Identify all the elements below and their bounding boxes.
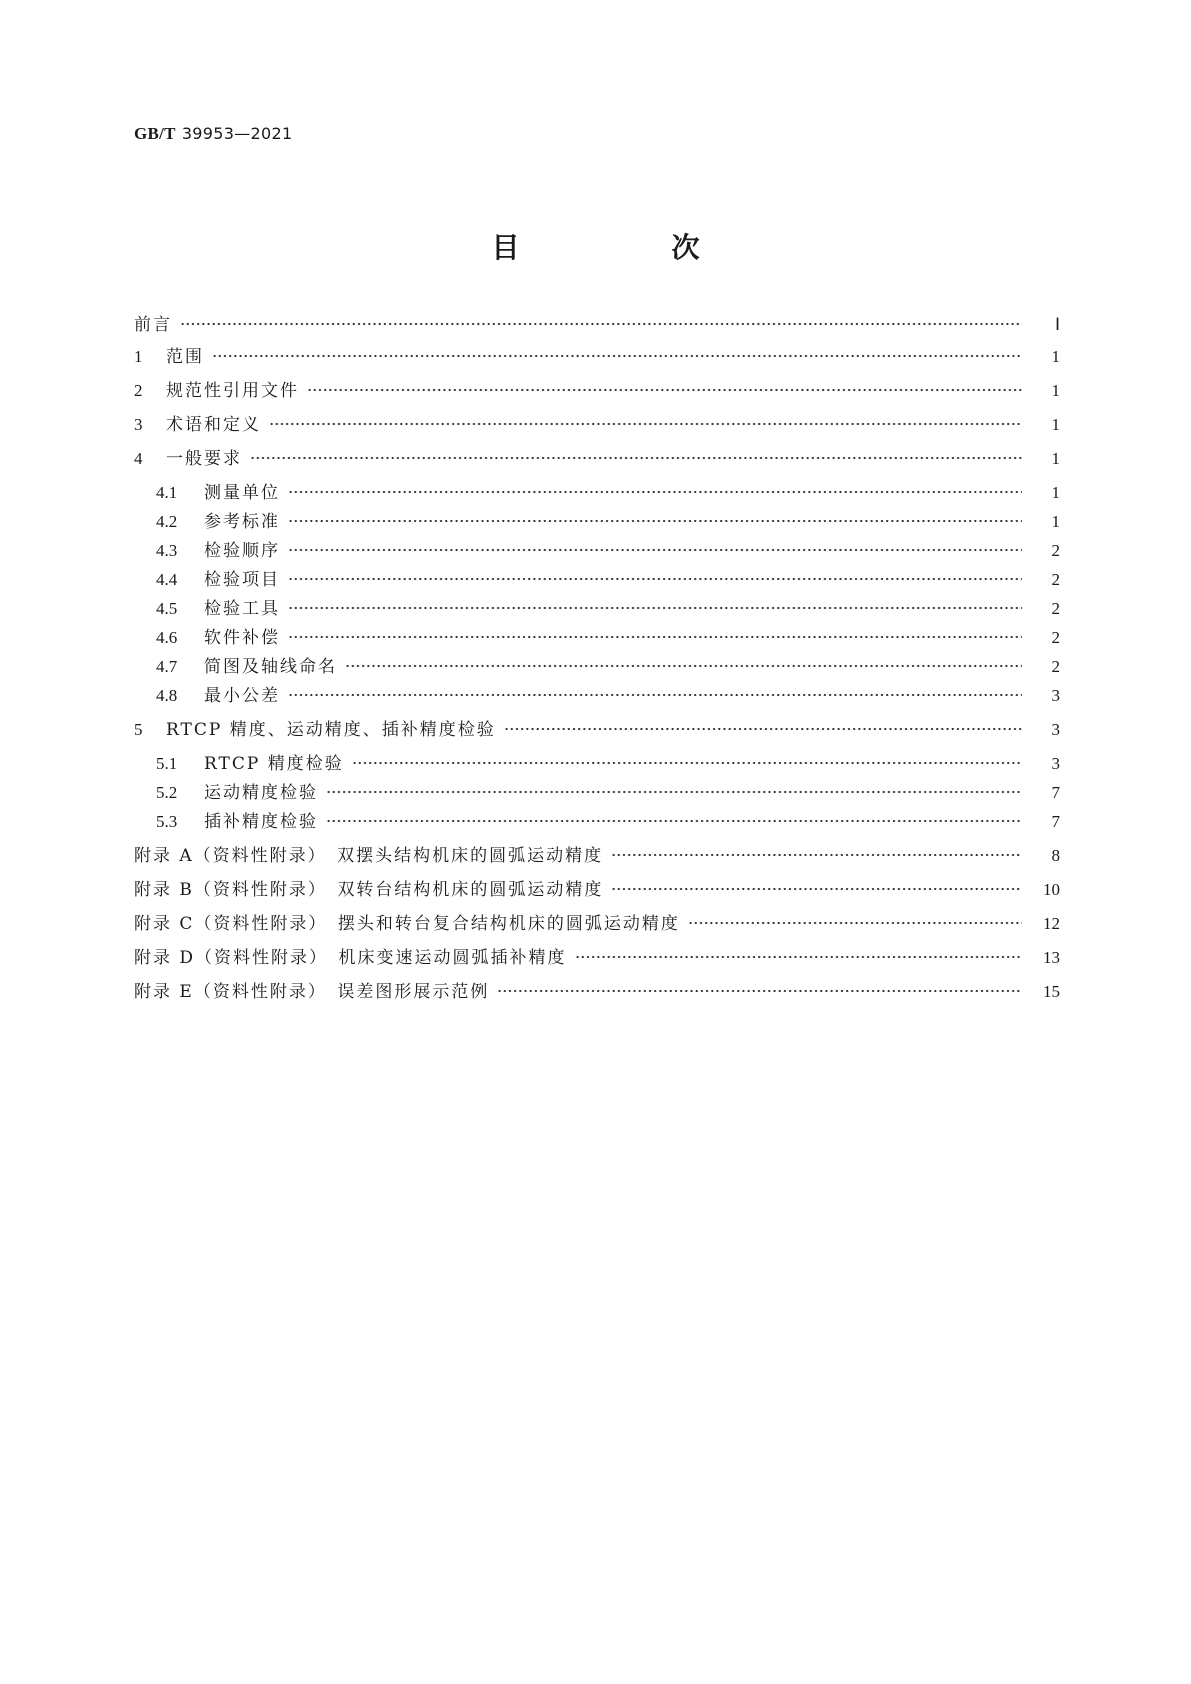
toc-entry-label: 规范性引用文件 [166,381,299,401]
toc-entry-label: RTCP 精度、运动精度、插补精度检验 [166,720,496,740]
toc-entry-page: 2 [1051,628,1060,647]
toc-entry-page: 13 [1043,948,1060,967]
toc-entry[interactable] [134,978,1060,1002]
toc-entry-number: 5.1 [156,754,178,773]
toc-dot-leader [688,916,1022,930]
toc-entry-page: 7 [1051,812,1060,831]
toc-entry-number: 1 [134,347,143,366]
toc-entry-page: 10 [1043,880,1060,899]
toc-dot-leader [352,756,1022,770]
toc-title: 目 次 [491,231,762,264]
toc-entry-label: 附录 A（资料性附录） 双摆头结构机床的圆弧运动精度 [134,846,604,866]
toc-entry-page: 2 [1051,599,1060,618]
toc-entry-number: 4.8 [156,686,178,705]
toc-entry[interactable] [156,653,1060,677]
toc-dot-leader [288,688,1022,702]
toc-entry-label: 插补精度检验 [204,812,318,832]
toc-entry-page: 8 [1051,846,1060,865]
toc-entry-page: 3 [1051,754,1060,773]
toc-entry[interactable] [134,876,1060,900]
toc-entry[interactable] [156,779,1060,803]
toc-entry-label: 检验顺序 [204,541,280,561]
toc-entry[interactable] [156,750,1060,774]
toc-entry-page: 2 [1051,541,1060,560]
toc-entry-page: 1 [1051,381,1060,400]
toc-dot-leader [288,630,1022,644]
toc-entry-page: 2 [1051,570,1060,589]
toc-entry-number: 4.5 [156,599,178,618]
toc-entry-page: 7 [1051,783,1060,802]
toc-entry-label: 一般要求 [166,449,242,469]
toc-entry-number: 4.1 [156,483,178,502]
toc-entry-label: 前言 [134,315,172,335]
toc-entry-label: 软件补偿 [204,628,280,648]
toc-dot-leader [497,984,1022,998]
toc-entry-page: 1 [1051,347,1060,366]
toc-dot-leader [326,785,1022,799]
toc-dot-leader [345,659,1022,673]
toc-entry-number: 4.3 [156,541,178,560]
toc-dot-leader [611,882,1022,896]
toc-entry[interactable] [134,343,1060,367]
toc-entry[interactable] [134,411,1060,435]
toc-dot-leader [212,349,1022,363]
toc-entry-label: RTCP 精度检验 [204,754,344,774]
toc-entry[interactable] [156,808,1060,832]
toc-entry-label: 最小公差 [204,686,280,706]
toc-entry-label: 检验项目 [204,570,280,590]
toc-dot-leader [611,848,1022,862]
toc-entry-label: 附录 C（资料性附录） 摆头和转台复合结构机床的圆弧运动精度 [134,914,680,934]
toc-entry-page: 12 [1043,914,1060,933]
toc-dot-leader [288,601,1022,615]
toc-entry[interactable] [134,944,1060,968]
toc-entry[interactable] [134,910,1060,934]
toc-entry-label: 范围 [166,347,204,367]
toc-entry-number: 4 [134,449,143,468]
toc-entry-page: 3 [1051,720,1060,739]
toc-entry-page: 1 [1051,512,1060,531]
toc-dot-leader [269,417,1022,431]
toc-dot-leader [180,317,1022,331]
toc-entry[interactable] [156,595,1060,619]
toc-entry[interactable] [134,842,1060,866]
toc-entry[interactable] [156,479,1060,503]
toc-entry[interactable] [134,311,1060,335]
toc-entry-number: 2 [134,381,143,400]
standard-number: 39953—2021 [181,124,293,143]
toc-entry-number: 4.6 [156,628,178,647]
toc-entry-label: 检验工具 [204,599,280,619]
toc-entry-label: 简图及轴线命名 [204,657,337,677]
toc-entry-page: 1 [1051,415,1060,434]
toc-entry-number: 5.2 [156,783,178,802]
toc-entry-label: 术语和定义 [166,415,261,435]
toc-dot-leader [288,572,1022,586]
toc-entry-number: 4.7 [156,657,178,676]
toc-entry-label: 运动精度检验 [204,783,318,803]
toc-entry-label: 参考标准 [204,512,280,532]
toc-entry-page: 1 [1051,483,1060,502]
toc-entry-label: 附录 D（资料性附录） 机床变速运动圆弧插补精度 [134,948,567,968]
toc-entry[interactable] [156,624,1060,648]
toc-entry-page: Ⅰ [1054,315,1060,334]
standard-prefix: GB/T [134,124,176,143]
toc-dot-leader [288,543,1022,557]
toc-dot-leader [575,950,1022,964]
toc-entry-page: 3 [1051,686,1060,705]
toc-dot-leader [288,514,1022,528]
toc-entry[interactable] [156,682,1060,706]
toc-entry-number: 5.3 [156,812,178,831]
toc-entry-number: 3 [134,415,143,434]
toc-entry[interactable] [156,566,1060,590]
standard-code [134,124,292,144]
toc-entry-number: 5 [134,720,143,739]
toc-dot-leader [326,814,1022,828]
toc-entry[interactable] [156,537,1060,561]
toc-entry-number: 4.2 [156,512,178,531]
toc-dot-leader [288,485,1022,499]
toc-dot-leader [250,451,1022,465]
toc-entry-page: 1 [1051,449,1060,468]
toc-entry-label: 附录 B（资料性附录） 双转台结构机床的圆弧运动精度 [134,880,604,900]
toc-entry-page: 2 [1051,657,1060,676]
toc-dot-leader [504,722,1022,736]
toc-entry-page: 15 [1043,982,1060,1001]
toc-entry-label: 测量单位 [204,483,280,503]
toc-entry-number: 4.4 [156,570,178,589]
toc-entry[interactable] [134,445,1060,469]
toc-entry[interactable] [134,377,1060,401]
toc-entry[interactable] [134,716,1060,740]
toc-entry-label: 附录 E（资料性附录） 误差图形展示范例 [134,982,490,1002]
toc-entry[interactable] [156,508,1060,532]
toc-dot-leader [307,383,1022,397]
